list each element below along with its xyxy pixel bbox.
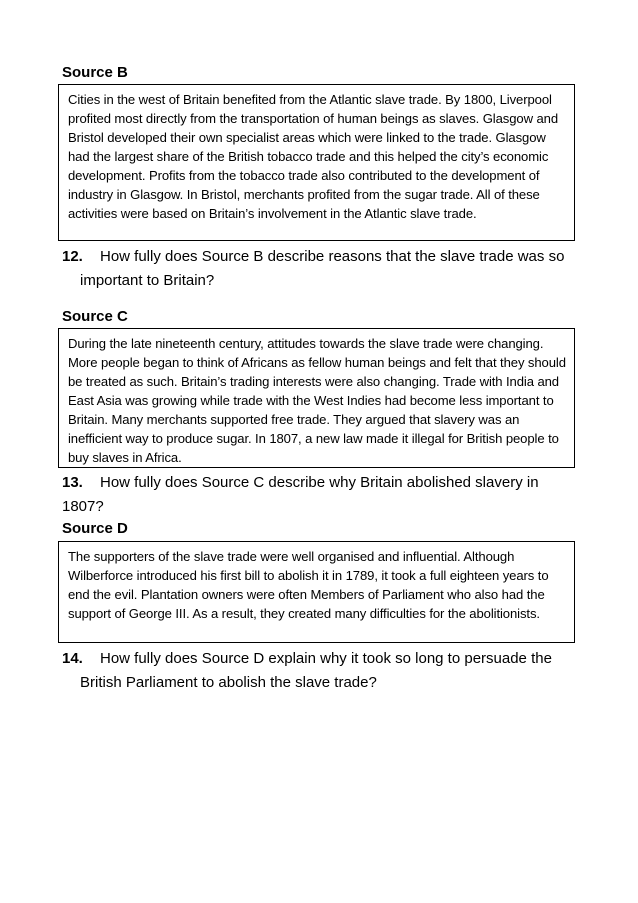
question-14 <box>62 647 582 695</box>
question-13-number: 13. <box>62 474 83 491</box>
source-d-box <box>58 541 575 643</box>
source-d-text: The supporters of the slave trade were well organised and influential. Although Wilberforce introduced his first bill to abolish it in 1789, it took a full eighteen years to end the evil. Plantation owners were often Members of Parliament who also had the support of George III. As a result, they created many difficulties for the abolitionists. <box>68 549 549 621</box>
question-12-line1: How fully does Source B describe reasons that the slave trade was so <box>100 248 565 265</box>
source-d-heading: Source D <box>62 520 128 537</box>
question-13-line1: How fully does Source C describe why Britain abolished slavery in 1807? <box>62 474 539 515</box>
question-12-number: 12. <box>62 248 83 265</box>
source-b-box <box>58 84 575 241</box>
source-c-heading: Source C <box>62 308 128 325</box>
question-12 <box>62 245 582 293</box>
source-b-heading: Source B <box>62 64 128 81</box>
source-c-text: During the late nineteenth century, attitudes towards the slave trade were changing. More people began to think of Africans as fellow human beings and felt that they should be treated as such. Britain’s trading interests were also changing. Trade with India and East Asia was growing while trade with the West Indies had become less important to Britain. Many merchants supported free trade. They argued that slavery was an inefficient way to produce sugar. In 1807, a new law made it illegal for British people to buy slaves in Africa. <box>68 336 566 465</box>
question-12-line2: important to Britain? <box>80 272 215 289</box>
source-b-text: Cities in the west of Britain benefited from the Atlantic slave trade. By 1800, Liverpool profited most directly from the transportation of human beings as slaves. Glasgow and Bristol developed their own specialist areas which were linked to the trade. Glasgow had the largest share of the British tobacco trade and this helped the city’s economic development. Profits from the tobacco trade also contributed to the development of industry in Glasgow. In Bristol, merchants profited from the sugar trade. All of these activities were based on Britain’s involvement in the Atlantic slave trade. <box>68 92 559 221</box>
question-13 <box>62 471 582 519</box>
question-14-line1: How fully does Source D explain why it took so long to persuade the <box>100 650 552 667</box>
question-14-number: 14. <box>62 650 83 667</box>
question-14-line2: British Parliament to abolish the slave trade? <box>80 674 377 691</box>
source-c-box <box>58 328 575 468</box>
